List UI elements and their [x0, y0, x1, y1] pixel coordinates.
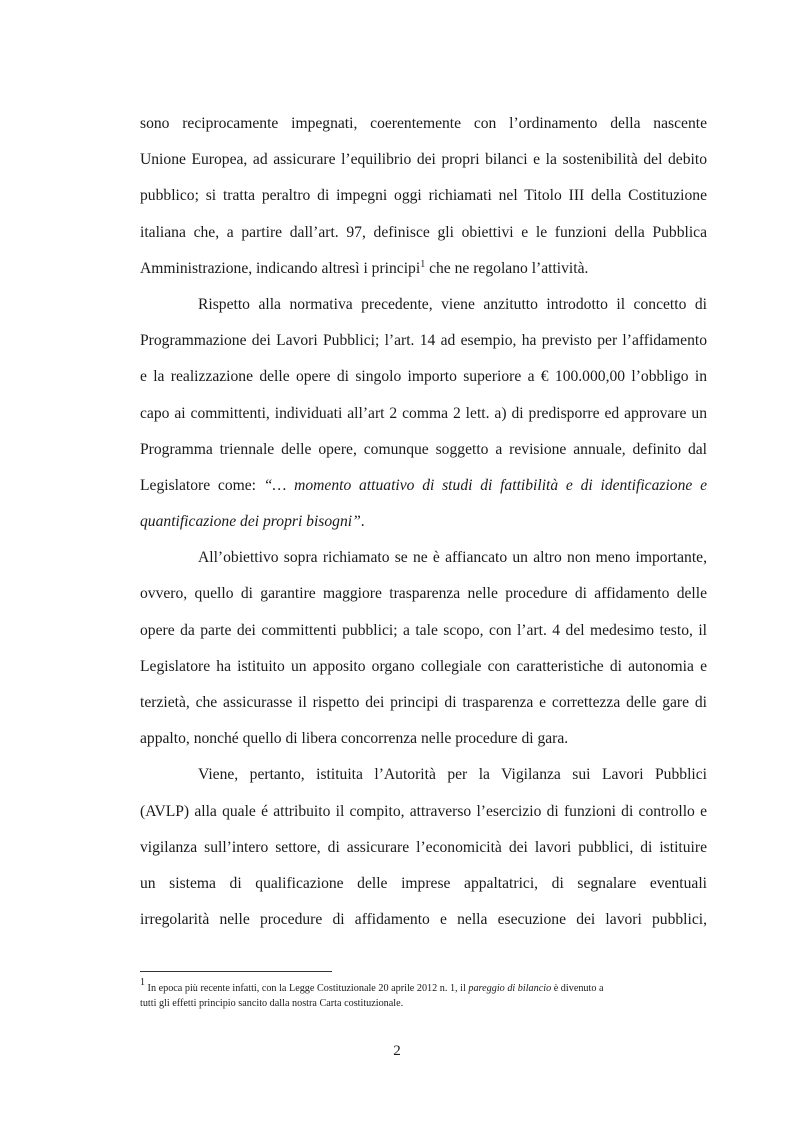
footnote-line	[140, 977, 707, 996]
paragraph-line: capo ai committenti, individuati all’art 2 comma 2 lett. a) di predisporre ed approvare un	[140, 404, 707, 422]
quotation-italic: “… momento attuativo di studi di fattibilità e di identificazione e	[263, 476, 707, 494]
paragraph-line: sono reciprocamente impegnati, coerentemente con l’ordinamento della nascente	[140, 115, 707, 132]
paragraph-line: (AVLP) alla quale é attribuito il compito, attraverso l’esercizio di funzioni di controllo e	[140, 802, 707, 820]
text-span: Amministrazione, indicando altresì i principi	[140, 259, 421, 277]
paragraph-line: terzietà, che assicurasse il rispetto dei principi di trasparenza e correttezza delle gare di	[140, 694, 707, 711]
quotation-italic: quantificazione dei propri bisogni”	[140, 513, 361, 531]
paragraph-line: un sistema di qualificazione delle imprese appaltatrici, di segnalare eventuali	[140, 874, 707, 892]
paragraph-line: Unione Europea, ad assicurare l’equilibrio dei propri bilanci e la sostenibilità del debito	[140, 151, 707, 169]
paragraph-line: Rispetto alla normativa precedente, viene anzitutto introdotto il concetto di	[198, 295, 707, 313]
paragraph-line: opere da parte dei committenti pubblici; a tale scopo, con l’art. 4 del medesimo testo, il	[140, 621, 707, 639]
paragraph-line: Programmazione dei Lavori Pubblici; l’art. 14 ad esempio, ha previsto per l’affidamento	[140, 332, 707, 350]
text-span: è divenuto a	[551, 983, 604, 994]
paragraph-line: pubblico; si tratta peraltro di impegni oggi richiamati nel Titolo III della Costituzione	[140, 187, 707, 205]
footnote-separator	[140, 971, 332, 972]
paragraph-line: e la realizzazione delle opere di singolo importo superiore a € 100.000,00 l’obbligo in	[140, 368, 707, 386]
paragraph-line: italiana che, a partire dall’art. 97, definisce gli obiettivi e le funzioni della Pubblica	[140, 223, 707, 241]
footnote-line: tutti gli effetti principio sancito dalla nostra Carta costituzionale.	[140, 998, 404, 1009]
paragraph-line: Legislatore ha istituito un apposito organo collegiale con caratteristiche di autonomia e	[140, 657, 707, 675]
footnote-italic: pareggio di bilancio	[468, 983, 552, 994]
paragraph-line	[140, 468, 707, 504]
text-span: Legislatore come:	[140, 476, 264, 494]
paragraph-line: Programma triennale delle opere, comunque soggetto a revisione annuale, definito dal	[140, 440, 707, 458]
paragraph-line: Viene, pertanto, istituita l’Autorità per la Vigilanza sui Lavori Pubblici	[198, 766, 707, 784]
footnote-reference[interactable]: 1	[420, 258, 426, 270]
page-number: 2	[393, 1043, 401, 1059]
text-span: che ne regolano l’attività.	[425, 259, 589, 277]
paragraph-last-line	[140, 251, 707, 287]
body-text	[140, 106, 707, 938]
text-span: In epoca più recente infatti, con la Legge Costituzionale 20 aprile 2012 n. 1, il	[145, 983, 469, 994]
footnote-number: 1	[140, 977, 145, 988]
text-span: .	[360, 513, 365, 531]
paragraph-line: irregolarità nelle procedure di affidamento e nella esecuzione dei lavori pubblici,	[140, 911, 707, 929]
paragraph-last-line	[140, 504, 707, 540]
paragraph-last-line: appalto, nonché quello di libera concorrenza nelle procedure di gara.	[140, 730, 569, 748]
paragraph-line: vigilanza sull’intero settore, di assicurare l’economicità dei lavori pubblici, di istituire	[140, 838, 707, 856]
paragraph-line: All’obiettivo sopra richiamato se ne è affiancato un altro non meno importante,	[198, 549, 707, 567]
footnote	[140, 977, 707, 1011]
paragraph-line: ovvero, quello di garantire maggiore trasparenza nelle procedure di affidamento delle	[140, 585, 707, 603]
